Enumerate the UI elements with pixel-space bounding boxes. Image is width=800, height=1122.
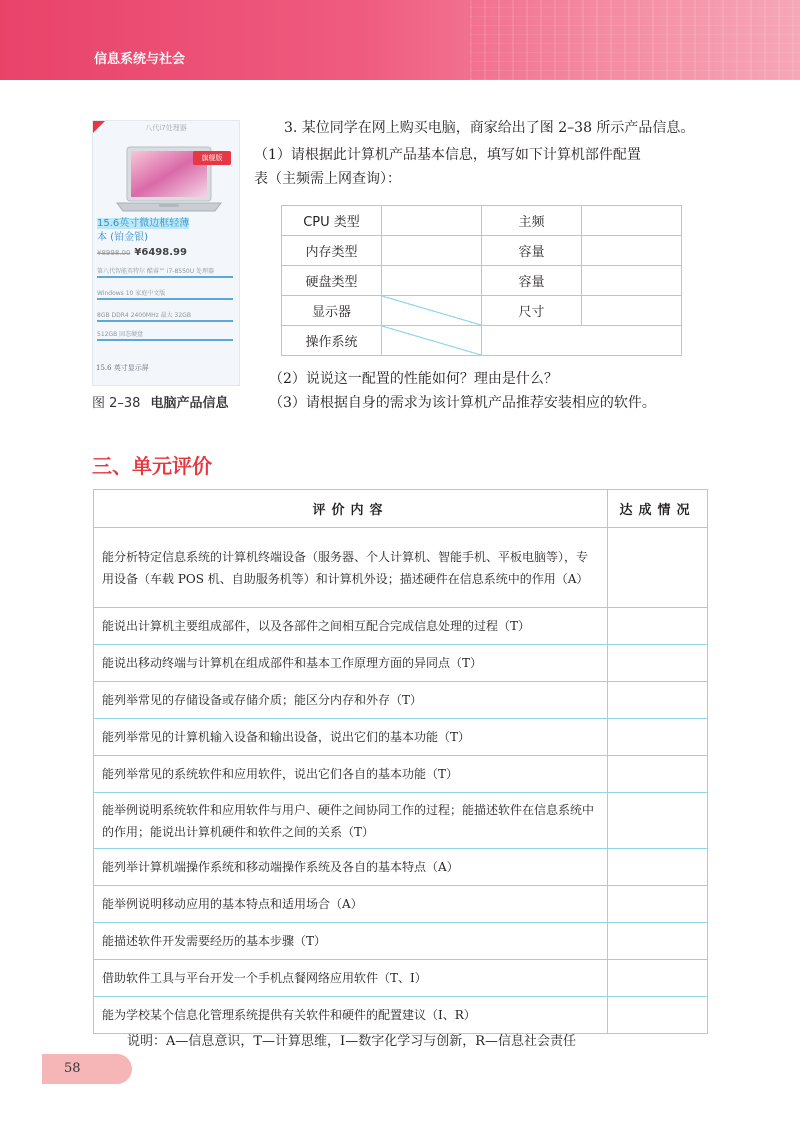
config-label: 内存类型 [282, 236, 382, 266]
evaluation-item: 能列举常见的系统软件和应用软件，说出它们各自的基本功能（T） [94, 756, 608, 793]
config-answer-cell[interactable] [582, 206, 682, 236]
status-cell[interactable] [608, 997, 708, 1034]
evaluation-item: 能说出计算机主要组成部件，以及各部件之间相互配合完成信息处理的过程（T） [94, 608, 608, 645]
table-row [94, 886, 708, 923]
header-band [0, 0, 800, 80]
page-number: 58 [64, 1061, 81, 1076]
config-answer-cell[interactable] [382, 206, 482, 236]
status-cell[interactable] [608, 645, 708, 682]
header-achievement-status: 达成情况 [608, 490, 708, 528]
flagship-badge: 旗舰版 [193, 151, 231, 165]
table-row [94, 756, 708, 793]
table-row [94, 960, 708, 997]
table-row [94, 528, 708, 608]
config-label: 硬盘类型 [282, 266, 382, 296]
config-label: CPU 类型 [282, 206, 382, 236]
table-row [94, 849, 708, 886]
table-header-row [94, 490, 708, 528]
figure-number: 图 2–38 [92, 396, 141, 411]
spec-memory: 8GB DDR4 2400MHz 最大 32GB [97, 310, 233, 322]
figure-title: 电脑产品信息 [150, 396, 229, 411]
config-label: 容量 [482, 266, 582, 296]
evaluation-item: 能举例说明系统软件和应用软件与用户、硬件之间协同工作的过程；能描述软件在信息系统中的作用；能说出计算机硬件和软件之间的关系（T） [94, 793, 608, 849]
config-table [281, 205, 682, 356]
question-part1-line1: （1）请根据此计算机产品基本信息，填写如下计算机部件配置 [254, 147, 641, 163]
config-answer-cell[interactable] [382, 236, 482, 266]
spec-cpu: 第八代智能英特尔 酷睿™ i7-8550U 处理器 [97, 266, 233, 278]
question-part1-line2: 表（主频需上网查询）： [254, 171, 401, 187]
evaluation-item: 能说出移动终端与计算机在组成部件和基本工作原理方面的异同点（T） [94, 645, 608, 682]
status-cell[interactable] [608, 682, 708, 719]
table-row [282, 236, 682, 266]
figure-caption [92, 392, 228, 411]
config-label: 操作系统 [282, 326, 382, 356]
status-cell[interactable] [608, 528, 708, 608]
config-crossed-cell [382, 326, 482, 356]
current-price: ¥6498.99 [134, 247, 187, 258]
table-row [94, 682, 708, 719]
evaluation-item: 能列举常见的计算机输入设备和输出设备，说出它们的基本功能（T） [94, 719, 608, 756]
question-part3: （3）请根据自身的需求为该计算机产品推荐安装相应的软件。 [269, 395, 656, 411]
product-price [97, 247, 187, 258]
product-top-label: 八代i7处理器 [145, 124, 187, 132]
question-intro: 3. 某位同学在网上购买电脑，商家给出了图 2–38 所示产品信息。 [284, 120, 695, 136]
product-name-line1: 15.6英寸微边框轻薄 [97, 218, 190, 229]
header-evaluation-content: 评价内容 [94, 490, 608, 528]
page-number-tab [42, 1054, 132, 1084]
table-row [94, 997, 708, 1034]
config-answer-cell[interactable] [482, 326, 682, 356]
config-label: 尺寸 [482, 296, 582, 326]
table-row [282, 326, 682, 356]
evaluation-item: 能举例说明移动应用的基本特点和适用场合（A） [94, 886, 608, 923]
config-label: 容量 [482, 236, 582, 266]
spec-os: Windows 10 家庭中文版 [97, 288, 233, 300]
status-cell[interactable] [608, 886, 708, 923]
section-title: 三、单元评价 [92, 454, 212, 478]
old-price: ¥8998.00 [97, 249, 131, 257]
legend-note: 说明：A—信息意识，T—计算思维，I—数字化学习与创新，R—信息社会责任 [127, 1034, 576, 1049]
product-card [92, 120, 240, 386]
product-name [97, 217, 237, 245]
table-row [282, 296, 682, 326]
spec-storage: 512GB 固态硬盘 [97, 329, 233, 341]
evaluation-item: 能描述软件开发需要经历的基本步骤（T） [94, 923, 608, 960]
running-header-title: 信息系统与社会 [94, 52, 186, 67]
evaluation-table [93, 489, 708, 1034]
config-label: 显示器 [282, 296, 382, 326]
status-cell[interactable] [608, 793, 708, 849]
product-display-size: 15.6 英寸显示屏 [96, 364, 149, 372]
config-label: 主频 [482, 206, 582, 236]
table-row [94, 923, 708, 960]
config-answer-cell[interactable] [582, 296, 682, 326]
evaluation-item: 能为学校某个信息化管理系统提供有关软件和硬件的配置建议（I、R） [94, 997, 608, 1034]
evaluation-item: 能列举常见的存储设备或存储介质；能区分内存和外存（T） [94, 682, 608, 719]
config-answer-cell[interactable] [382, 266, 482, 296]
status-cell[interactable] [608, 849, 708, 886]
table-row [94, 719, 708, 756]
product-name-line2: 本 (铂金银) [97, 232, 148, 243]
table-row [94, 793, 708, 849]
status-cell[interactable] [608, 923, 708, 960]
question-part2: （2）说说这一配置的性能如何？理由是什么？ [269, 371, 558, 387]
status-cell[interactable] [608, 960, 708, 997]
config-crossed-cell [382, 296, 482, 326]
config-answer-cell[interactable] [582, 236, 682, 266]
evaluation-item: 能列举计算机端操作系统和移动端操作系统及各自的基本特点（A） [94, 849, 608, 886]
evaluation-item: 借助软件工具与平台开发一个手机点餐网络应用软件（T、I） [94, 960, 608, 997]
table-row [94, 608, 708, 645]
evaluation-item: 能分析特定信息系统的计算机终端设备（服务器、个人计算机、智能手机、平板电脑等），专用设备（车载 POS 机、自助服务机等）和计算机外设；描述硬件在信息系统中的作用（A） [94, 528, 608, 608]
status-cell[interactable] [608, 608, 708, 645]
table-row [282, 266, 682, 296]
table-row [94, 645, 708, 682]
config-answer-cell[interactable] [582, 266, 682, 296]
table-row [282, 206, 682, 236]
header-decoration [470, 0, 800, 80]
status-cell[interactable] [608, 756, 708, 793]
status-cell[interactable] [608, 719, 708, 756]
